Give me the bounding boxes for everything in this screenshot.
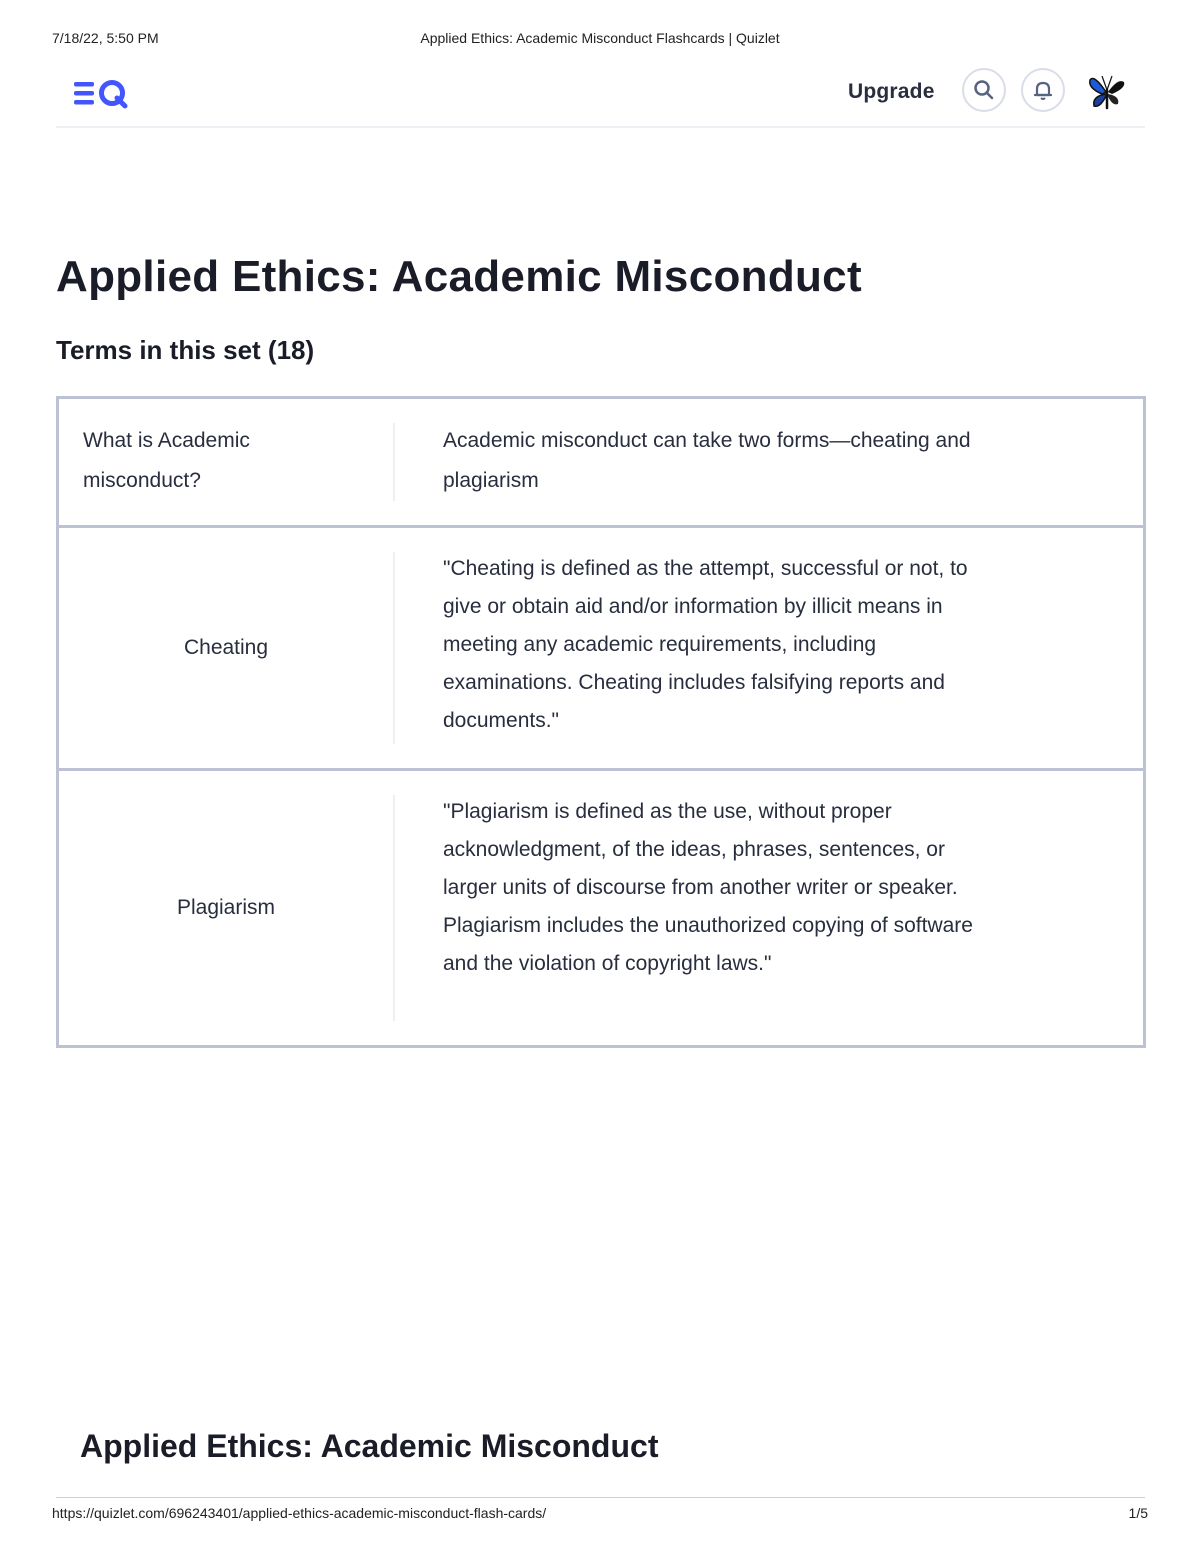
- upgrade-button[interactable]: Upgrade: [848, 80, 935, 103]
- flashcard-row[interactable]: [59, 768, 1143, 1045]
- flashcard-list: [56, 396, 1146, 1048]
- flashcard-definition: Academic misconduct can take two forms—cheating and plagiarism: [443, 429, 971, 492]
- butterfly-avatar-icon[interactable]: [1082, 66, 1132, 116]
- print-header: [52, 30, 1148, 50]
- quizlet-logo-icon[interactable]: [72, 76, 132, 110]
- terms-count-heading: Terms in this set (18): [56, 335, 315, 365]
- flashcard-definition: "Plagiarism is defined as the use, without proper acknowledgment, of the ideas, phrases, sentences, or larger units of discourse from another writer or speaker. Plagiarism includes the unauthorized copying of software and the violation of copyright laws.": [443, 800, 973, 975]
- page-number: 1/5: [1128, 1505, 1148, 1521]
- print-doc-title: Applied Ethics: Academic Misconduct Flashcards | Quizlet: [420, 30, 780, 46]
- flashcard-term: What is Academic misconduct?: [83, 429, 250, 492]
- print-url: https://quizlet.com/696243401/applied-ethics-academic-misconduct-flash-cards/: [52, 1505, 547, 1521]
- flashcard-row[interactable]: [59, 399, 1143, 525]
- search-icon: [973, 79, 995, 101]
- notifications-button[interactable]: [1021, 68, 1065, 112]
- flashcard-row[interactable]: [59, 525, 1143, 768]
- search-button[interactable]: [962, 68, 1006, 112]
- page-title: Applied Ethics: Academic Misconduct: [56, 252, 862, 301]
- flashcard-term: Cheating: [183, 636, 269, 659]
- print-footer: [52, 1505, 1148, 1525]
- footer-divider: [56, 1497, 1145, 1498]
- flashcard-definition: "Cheating is defined as the attempt, successful or not, to give or obtain aid and/or information by illicit means in meeting any academic requirements, including examinations. Cheating includes falsifying reports and documents.": [443, 557, 968, 732]
- section-title: Applied Ethics: Academic Misconduct: [80, 1428, 659, 1464]
- print-datetime: 7/18/22, 5:50 PM: [52, 30, 159, 46]
- top-navigation-bar: [56, 62, 1145, 128]
- flashcard-term: Plagiarism: [176, 896, 276, 919]
- bell-icon: [1032, 79, 1054, 101]
